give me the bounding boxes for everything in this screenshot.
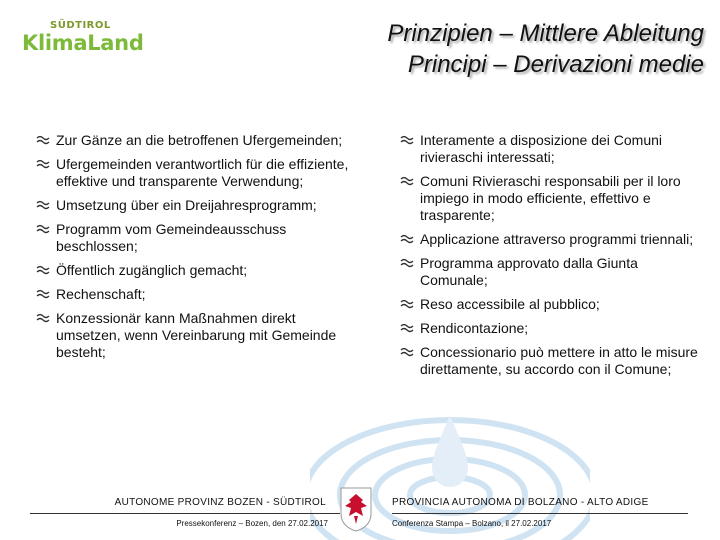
list-item [400,255,700,289]
german-column [36,132,356,368]
list-item-text: Öffentlich zugänglich gemacht; [56,262,248,278]
list-item [400,344,700,378]
list-item-text: Reso accessibile al pubblico; [420,296,600,312]
list-item-text: Applicazione attraverso programmi triennali; [420,231,694,247]
coat-of-arms-icon [339,486,373,532]
list-item [36,310,356,361]
title-line-italian: Principi – Derivazioni medie [407,51,704,78]
list-item [400,320,700,337]
footer-german [30,497,340,528]
logo-small-text: SÜDTIROL [50,20,111,31]
bullet-wave-icon [36,288,50,300]
italian-bullet-list [400,132,700,378]
list-item-text: Programma approvato dalla Giunta Comunale; [420,255,638,288]
footer-italian [392,497,688,528]
list-item [36,197,356,214]
bullet-wave-icon [400,233,414,245]
list-item-text: Rendicontazione; [420,320,529,336]
list-item-text: Comuni Rivieraschi responsabili per il loro impiego in modo efficiente, effettivo e trasparente; [420,173,681,223]
bullet-wave-icon [36,312,50,324]
bullet-wave-icon [400,175,414,187]
footer-left-bottom: Pressekonferenz – Bozen, den 27.02.2017 [176,519,328,528]
footer-left-top: AUTONOME PROVINZ BOZEN - SÜDTIROL [30,497,340,514]
german-bullet-list [36,132,356,361]
klimaland-logo [22,20,142,60]
list-item-text: Konzessionär kann Maßnahmen direkt umsetzen, wenn Vereinbarung mit Gemeinde besteht; [56,310,337,360]
bullet-wave-icon [400,298,414,310]
list-item [400,231,700,248]
list-item-text: Rechenschaft; [56,286,146,302]
list-item [36,156,356,190]
list-item-text: Programm vom Gemeindeausschuss beschlossen; [56,221,287,254]
bullet-wave-icon [36,158,50,170]
bullet-wave-icon [400,134,414,146]
list-item-text: Interamente a disposizione dei Comuni rivieraschi interessati; [420,132,663,165]
list-item [36,262,356,279]
bullet-wave-icon [36,223,50,235]
bullet-wave-icon [400,346,414,358]
bullet-wave-icon [400,257,414,269]
italian-column [400,132,700,385]
list-item-text: Umsetzung über ein Dreijahresprogramm; [56,197,317,213]
list-item [36,132,356,149]
bullet-wave-icon [36,264,50,276]
list-item [400,296,700,313]
bullet-wave-icon [400,322,414,334]
footer-right-top: PROVINCIA AUTONOMA DI BOLZANO - ALTO ADIGE [392,497,688,514]
list-item-text: Concessionario può mettere in atto le misure direttamente, su accordo con il Comune; [420,344,698,377]
bullet-wave-icon [36,199,50,211]
list-item [36,286,356,303]
list-item [400,132,700,166]
slide-title [387,18,704,80]
list-item-text: Ufergemeinden verantwortlich für die effiziente, effektive und transparente Verwendung; [56,156,349,189]
list-item [400,173,700,224]
list-item-text: Zur Gänze an die betroffenen Ufergemeinden; [56,132,343,148]
list-item [36,221,356,255]
logo-big-text: KlimaLand [22,31,144,55]
title-line-german: Prinzipien – Mittlere Ableitung [387,20,704,47]
bullet-wave-icon [36,134,50,146]
footer-right-bottom: Conferenza Stampa – Bolzano, il 27.02.2017 [392,519,552,528]
